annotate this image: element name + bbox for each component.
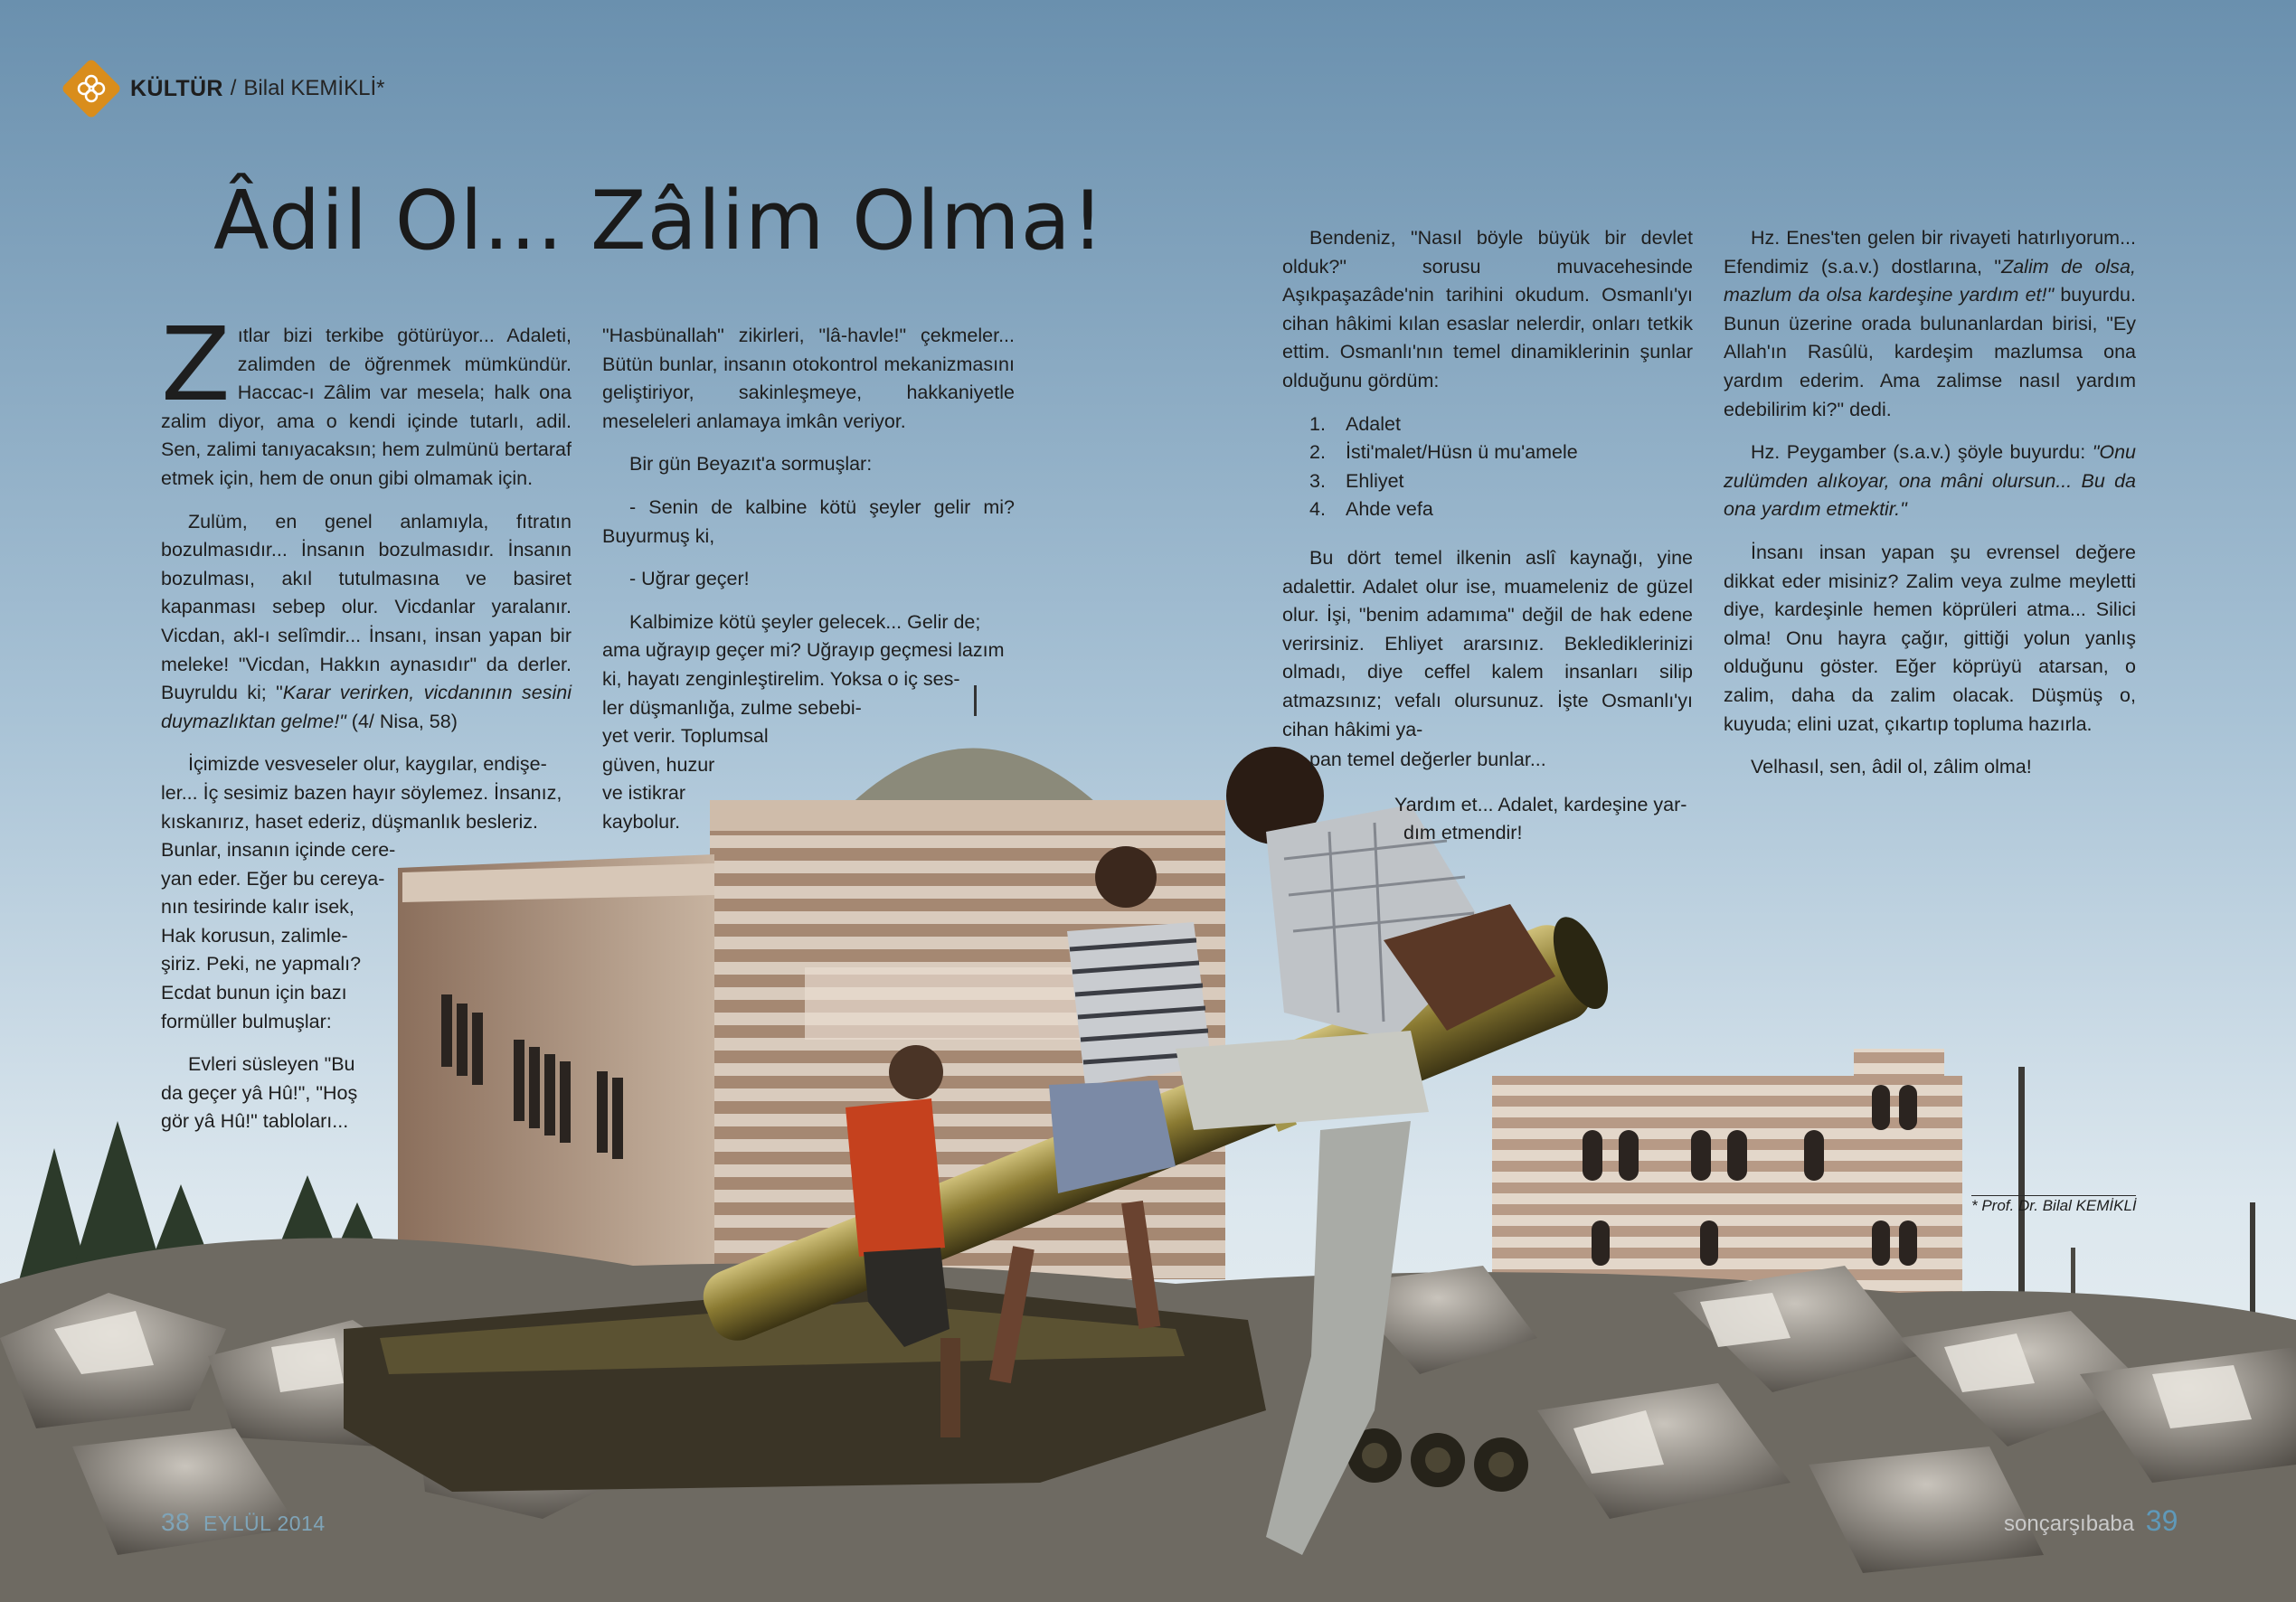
page-number-right: 39: [2145, 1504, 2178, 1537]
text-column-1: [161, 306, 572, 1151]
paragraph: - Uğrar geçer!: [629, 568, 750, 590]
paragraph: İçimizde vesveseler olur, kaygılar, endişe- ler... İç sesimiz bazen hayır söylemez. İnsanız, kıskanırız, haset ederiz, düşmanlık besleriz. Bunlar, insanın içinde cere- yan eder. Eğer bu cereya- nın tesirinde kalır isek, Hak korusun, zalimle- şiriz. Peki, ne yapmalı? Ecdat bunun için bazı formüller bulmuşlar:: [161, 753, 562, 1032]
section-label: KÜLTÜR: [130, 75, 223, 101]
footnote: * Prof. Dr. Bilal KEMİKLİ: [1971, 1197, 2137, 1214]
paragraph: Hz. Peygamber (s.a.v.) şöyle buyurdu: "Onu zulümden alıkoyar, ona mâni olursun... Bu da ona yardım etmektir.": [1724, 441, 2136, 521]
quote: "Onu zulümden alıkoyar, ona mâni olursun... Bu da ona yardım etmektir.": [1724, 441, 2136, 521]
author-name: Bilal KEMİKLİ*: [243, 76, 385, 100]
paragraph: - Senin de kalbine kötü şeyler gelir mi? Buyurmuş ki,: [602, 495, 1015, 547]
list-item: 3. Ehliyet: [1309, 469, 1404, 492]
paragraph: Zıtlar bizi terkibe götürüyor... Adaleti, zalimden de öğrenmek mümkündür. Haccac-ı Zâlim var mesela; halk ona zalim diyor, ama o kendi içinde tutarlı, adil. Sen, zalimi tanıyacaksın; hem zulmünü bertaraf etmek için, hem de onun gibi olmamak için.: [161, 306, 572, 489]
footnote-rule: [1971, 1195, 2136, 1196]
paragraph: İnsanı insan yapan şu evrensel değere dikkat eder misiniz? Zalim veya zulme meyletti diye, kardeşinle hemen köprüleri atma... Silici olma! Onu hayra çağır, gittiği yolun yanlış olduğunu göster. Eğer köprüyü atarsan, o zalim, daha da zalim olacak. Düşmüş o, kuyuda; elini uzat, çıkartıp topluma hazırla.: [1724, 541, 2136, 735]
issue-date: EYLÜL 2014: [203, 1512, 326, 1535]
page-number-left: 38: [161, 1508, 191, 1536]
paragraph: Evleri süsleyen "Bu da geçer yâ Hû!", "Hoş gör yâ Hû!" tabloları...: [161, 1053, 358, 1133]
text-column-4: [1724, 224, 2136, 796]
drop-cap: Z: [161, 306, 231, 424]
list-item: 4. Ahde vefa: [1309, 498, 1433, 521]
paragraph: Kalbimize kötü şeyler gelecek... Gelir de; ama uğrayıp geçer mi? Uğrayıp geçmesi lazım ki, hayatı zenginleştirelim. Yoksa o iç ses- ler düşmanlığa, zulme sebebi- yet verir. Toplumsal güven, huzur ve istikrar kaybolur.: [602, 610, 1005, 833]
magazine-name: sonçarşıbaba: [2004, 1512, 2135, 1536]
paragraph: pan temel değerler bunlar...: [1309, 749, 1546, 771]
section-separator: /: [230, 76, 237, 100]
folio-left: [161, 1508, 326, 1537]
list-item: 1. Adalet: [1309, 412, 1401, 435]
section-logo-icon: [61, 59, 121, 118]
paragraph: Velhasıl, sen, âdil ol, zâlim olma!: [1751, 756, 2032, 778]
text-column-3: [1282, 224, 1693, 862]
list-item: 2. İsti'malet/Hüsn ü mu'amele: [1309, 441, 1578, 464]
paragraph: "Hasbünallah" zikirleri, "lâ-havle!" çekmeler... Bütün bunlar, insanın otokontrol mekanizmasını geliştiriyor, sakinleşmeye, hakkaniyetle meseleleri anlamaya imkân veriyor.: [602, 325, 1015, 432]
quote: Karar verirken, vicdanının sesini duymazlıktan gelme!": [161, 682, 572, 732]
paragraph: Zulüm, en genel anlamıyla, fıtratın bozulmasıdır... İnsanın bozulmasıdır. İnsanın bozulması, akıl tutulmasına ve basiret kapanması sebep olur. Vicdanlar yaralanır. Vicdan, akl-ı selîmdir... İnsanı, insan yapan bir meleke! "Vicdan, Hakkın aynasıdır" da derler. Buyruldu ki; "Karar verirken, vicdanının sesini duymazlıktan gelme!" (4/ Nisa, 58): [161, 510, 572, 732]
quote: Zalim de olsa, mazlum da olsa kardeşine yardım et!": [1724, 255, 2136, 306]
paragraph: Bendeniz, "Nasıl böyle büyük bir devlet olduk?" sorusu muvacehesinde Aşıkpaşazâde'nin tarihini okudum. Osmanlı'yı cihan hâkimi kılan esaslar nelerdir, onları tetkik ettim. Osmanlı'nın temel dinamiklerinin şunlar olduğunu gördüm:: [1282, 227, 1693, 391]
section-header: [61, 58, 384, 119]
folio-right: [2004, 1504, 2178, 1538]
article-title: Âdil Ol... Zâlim Olma!: [213, 174, 1105, 269]
paragraph: Bir gün Beyazıt'a sormuşlar:: [629, 453, 873, 476]
text-column-2: [602, 322, 1015, 852]
paragraph: Yardım et... Adalet, kardeşine yar- dım etmendir!: [1394, 793, 1687, 844]
paragraph: Bu dört temel ilkenin aslî kaynağı, yine adalettir. Adalet olur ise, muameleniz de güzel olur. İşi, "benim adamıma" değil de hak edene verirsiniz. Ehliyet ararsınız. Beklediklerinizi olmadı, diye ceffel kalem insanları silip atmazsınız; vefalı olursunuz. İşte Osmanlı'yı cihan hâkimi ya-: [1282, 546, 1693, 740]
paragraph: Hz. Enes'ten gelen bir rivayeti hatırlıyorum... Efendimiz (s.a.v.) dostlarına, "Zalim de olsa, mazlum da olsa kardeşine yardım et!" buyurdu. Bunun üzerine orada bulunanlardan birisi, "Ey Allah'ın Rasûlü, kardeşim mazlumsa ona yardım ederim. Ama zalimse nasıl yardım edebilirim ki?" dedi.: [1724, 227, 2136, 420]
principles-list: [1282, 410, 1693, 524]
